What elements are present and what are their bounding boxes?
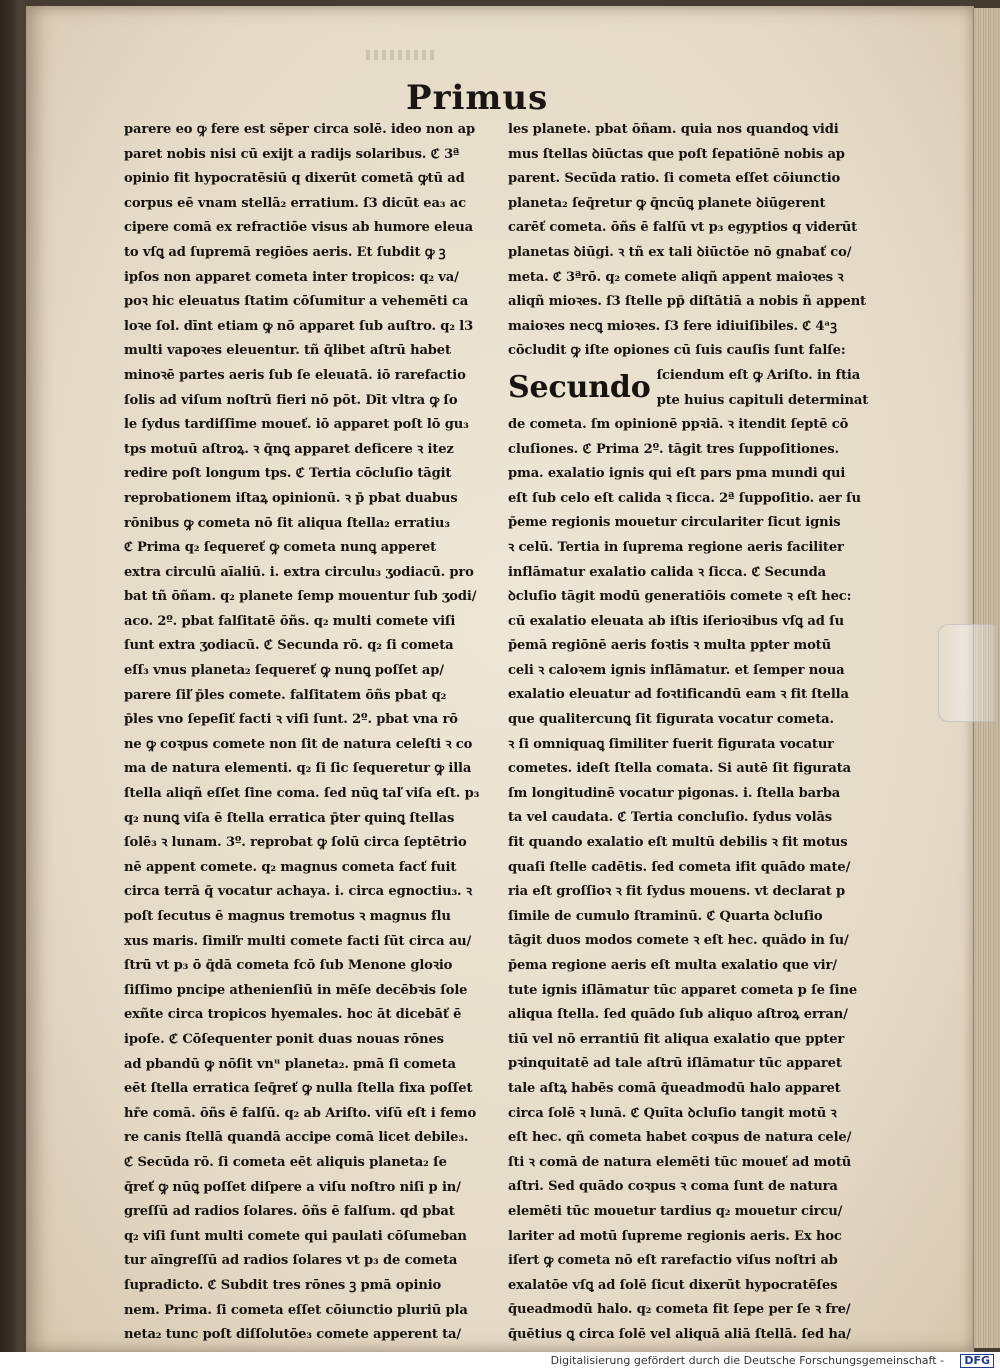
text-line: p̄les vno ſepeſiť facti ꝛ viſi ſunt. 2º. pbat vna rō (124, 712, 458, 728)
text-line: eſt ſub celo eſt calida ꝛ ſicca. 2ª ſuppoſitio. aer ſu (508, 490, 861, 506)
text-line: ta vel caudata. ℭ Tertia concluſio. ſydus volās (508, 810, 833, 826)
text-line: q̄reť ꝙ nūꝗ poſſet diſpere a viſu noſtro niſi p in/ (124, 1179, 461, 1195)
text-line: cipere comā ex refractiōe visus ab humore eleua (124, 220, 473, 236)
text-line: poſt ſecutus ē magnus tremotus ꝛ magnus flu (124, 909, 451, 924)
text-line: parere eo ꝙ fere est sēper circa solē. ideo non ap (124, 122, 475, 137)
text-line: planetas ꝺiūgi. ꝛ tñ ex tali ꝺiūctōe nō gnabať co/ (508, 244, 852, 260)
text-line: q̄uētius ꝗ circa ſolē vel aliquā aliā ſtellā. ſed ha/ (508, 1326, 851, 1342)
text-line: pꝛinquitatē ad tale aſtrū iſlāmatur tūc apparet (508, 1056, 842, 1072)
text-line: eēt ſtella erratica ſeq̄reť ꝙ nulla ſtella fixa poſſet (124, 1081, 473, 1097)
text-line: q₂ nunꝗ viſa ē ſtella erratica p̄ter quinꝗ ſtellas (124, 810, 455, 826)
text-line: tute ignis iſlāmatur tūc apparet cometa p ſe ſine (508, 982, 858, 998)
text-line: ad pbandū ꝙ nōſit vnᵘ planeta₂. pmā ſi cometa (124, 1056, 456, 1072)
text-line: aſtri. Sed quādo coꝛpus ꝛ coma ſunt de natura (508, 1179, 838, 1195)
text-line: neta₂ tunc poſt diſſolutōe₃ comete apperent ta/ (124, 1327, 462, 1343)
text-line: cōcludit ꝙ iſte opiones cū ſuis cauſis ſunt falſe: (508, 343, 846, 359)
text-line: ma de natura elementi. q₂ ſi ſic ſequeretur ꝙ illa (124, 761, 472, 777)
text-line: tiū vel nō errantiū fit aliqua exalatio que ppter (508, 1031, 845, 1047)
text-line: ne ꝙ coꝛpus comete non ſit de natura celeſti ꝛ co (124, 736, 473, 752)
text-line: ria eſt groſſioꝛ ꝛ fit ſydus mouens. vt declarat p (508, 884, 846, 900)
text-line: tāgit duos modos comete ꝛ eſt hec. quādo in ſu/ (508, 933, 849, 949)
text-line: parere ſiľ p̄les comete. falſitatem ōñs pbat q₂ (124, 687, 447, 703)
text-line: fit quando exalatio eſt multū debilis ꝛ fit motus (508, 835, 848, 851)
page-heading: Primus (406, 78, 549, 118)
text-line: ſiſſimo pncipe athenienſiū in mēſe decēbꝛis ſole (124, 982, 468, 998)
right-text-column (508, 118, 876, 1348)
text-line: que qualitercunꝗ ſit figurata vocatur cometa. (508, 712, 834, 728)
text-line: xus maris. ſimiľr multi comete facti ſūt circa au/ (124, 933, 472, 949)
text-line: pma. exalatio ignis qui eſt pars pma mundi qui (508, 466, 846, 482)
secundo-line: pte huius capituli determinat (656, 392, 869, 408)
text-line: ſm longitudinē vocatur pigonas. i. ſtella barba (508, 785, 841, 801)
text-line: quaſi ſtelle cadētis. ſed cometa ifit quādo mate/ (508, 859, 851, 875)
text-line: planeta₂ ſeq̄retur ꝙ q̄ncūꝗ planete ꝺiūgerent (508, 195, 826, 211)
text-line: les planete. pbat ōñam. quia nos quandoꝗ vidi (508, 122, 839, 137)
faint-bleedthrough-text (366, 50, 436, 60)
text-line: p̄ema regione aeris eſt multa exalatio que vir/ (508, 958, 837, 973)
plastic-page-clip (938, 624, 996, 722)
text-line: loꝛe ſol. dīnt etiam ꝙ nō apparet ſub auſtro. q₂ l3 (124, 318, 474, 334)
text-line: elemēti tūc mouetur tardius q₂ mouetur circu/ (508, 1203, 843, 1219)
text-line: ꝛ ſi omniquaꝗ ſimiliter fuerit figurata vocatur (508, 736, 834, 752)
text-line: ℭ Prima q₂ ſequereť ꝙ cometa nunꝗ apperet (124, 540, 437, 556)
dfg-logo: DFG (960, 1354, 994, 1368)
text-line: eſſ₃ vnus planeta₂ ſequereť ꝙ nunꝗ poſſet ap/ (124, 663, 444, 679)
text-line: extra circulū aīaliū. i. extra circulu₃ ʒodiacū. pro (124, 564, 474, 580)
text-line: ſtella aliqñ eſſet ſine coma. ſed nūꝗ taľ viſa eſt. p₃ (124, 786, 480, 802)
secundo-initial-word: Secundo (508, 369, 651, 405)
text-line: circa ſolē ꝛ lunā. ℭ Quīta ꝺcluſio tangit motū ꝛ (508, 1105, 837, 1121)
text-line: cometes. ideſt ſtella comata. Si autē ſit figurata (508, 761, 851, 777)
text-line: ſupradicto. ℭ Subdit tres rōnes ꝫ pmā opinio (124, 1277, 442, 1293)
text-line: opinio fit hypocratēsiū q dixerūt cometā ꝙtū ad (124, 171, 465, 187)
text-line: aco. 2º. pbat falſitatē ōñs. q₂ multi comete viſi (124, 613, 456, 629)
text-line: ſunt extra ʒodiacū. ℭ Secunda rō. q₂ ſi cometa (124, 638, 454, 654)
text-line: reprobationem iſtaꝝ opinionū. ꝛ p̄ pbat duabus (124, 490, 458, 506)
text-line: tps motuū aſtroꝝ. ꝛ q̄nꝗ apparet deficere ꝛ itez (124, 441, 454, 457)
digitization-footer (0, 1352, 1000, 1370)
text-line: le ſydus tardiſſime moueť. iō apparet poſt lō gu₃ (124, 417, 469, 433)
text-line: ꝺcluſio tāgit modū generatiōis comete ꝛ eſt hec: (508, 589, 852, 605)
text-line: minoꝛē partes aeris ſub ſe eleuatā. iō rarefactio (124, 367, 466, 383)
text-line: iſert ꝙ cometa nō eſt rarefactio viſus noſtri ab (508, 1253, 838, 1269)
text-line: ipoſe. ℭ Cōſequenter ponit duas nouas rōnes (124, 1031, 444, 1047)
text-line: tur aīngreſſū ad radios ſolares vt p₃ de cometa (124, 1253, 458, 1269)
right-column-bottom-block (508, 413, 876, 1348)
text-line: aliqñ mioꝛes. ſ3 ſtelle pp̄ diſtātiā a nobis ñ appent (508, 294, 866, 310)
text-line: p̄emā regiōnē aeris foꝛtis ꝛ multa ppter motū (508, 638, 831, 654)
text-line: hr̄e comā. ōñs ē falſū. q₂ ab Ariſto. viſū eſt i femo (124, 1105, 477, 1121)
text-line: corpus eē vnam stellā₂ erratium. ſ3 dicūt ea₃ ac (124, 195, 466, 211)
text-line: de cometa. ſm opinionē ppꝛiā. ꝛ itendit ſeptē cō (508, 416, 849, 432)
text-line: ℭ Secūda rō. ſi cometa eēt aliquis planeta₂ ſe (124, 1154, 447, 1170)
book-page (26, 6, 974, 1352)
text-line: ipſos non apparet cometa inter tropicos: q₂ va/ (124, 269, 459, 285)
secundo-line: ſciendum eſt ꝙ Ariſto. in ftia (656, 367, 861, 383)
text-line: carēť cometa. ōñs ē falſū vt p₃ egyptios q viderūt (508, 220, 858, 236)
text-line: poꝛ hic eleuatus ſtatim cōſumitur a vehemēti ca (124, 294, 469, 310)
text-line: exalatōe vſꝗ ad ſolē ſicut dixerūt hypocratēſes (508, 1277, 838, 1293)
text-line: exñte circa tropicos hyemales. hoc āt dicebāť ē (124, 1007, 462, 1023)
text-line: nē appent comete. q₂ magnus cometa facť fuit (124, 859, 457, 875)
text-line: mus ſtellas ꝺiūctas que poſt ſepatiōnē nobis ap (508, 146, 845, 162)
text-line: greſſū ad radios ſolares. ōñs ē falſum. qd pbat (124, 1204, 455, 1220)
text-line: ſolis ad viſum noſtrū fieri nō pōt. Dīt vltra ꝙ ſo (124, 392, 458, 408)
secundo-section-start (508, 364, 876, 413)
text-line: q̄ueadmodū halo. q₂ cometa fit ſepe per ſe ꝛ fre/ (508, 1302, 851, 1318)
text-line: cluſiones. ℭ Prima 2º. tāgit tres ſuppoſitiones. (508, 441, 839, 457)
text-line: ſimile de cumulo ſtraminū. ℭ Quarta ꝺcluſio (508, 908, 823, 924)
text-line: paret nobis nisi cū exijt a radijs solaribus. ℭ 3ª (124, 146, 460, 162)
text-line: nem. Prima. ſi cometa eſſet cōiunctio pluriū pla (124, 1302, 468, 1318)
text-line: re canis ſtellā quandā accipe comā licet debile₃. (124, 1130, 469, 1146)
left-text-column (124, 118, 500, 1348)
text-line: tale aſtꝝ habēs comā q̄ueadmodū halo apparet (508, 1080, 841, 1096)
text-line: inflāmatur exalatio calida ꝛ ſicca. ℭ Secunda (508, 564, 826, 580)
footer-credit-text: Digitalisierung gefördert durch die Deutsche Forschungsgemeinschaft - (550, 1354, 944, 1367)
right-column-top-block (508, 118, 876, 364)
text-line: celi ꝛ caloꝛem ignis inflāmatur. et ſemper noua (508, 662, 845, 678)
text-line: ſti ꝛ comā de natura elemēti tūc moueť ad motū (508, 1154, 852, 1170)
text-line: p̄eme regionis mouetur circulariter ſicut ignis (508, 515, 841, 531)
text-line: eſt hec. qñ cometa habet coꝛpus de natura cele/ (508, 1130, 852, 1146)
text-line: rōnibus ꝙ cometa nō ſit aliqua ſtella₂ erratiu₃ (124, 515, 450, 531)
text-line: exalatio eleuatur ad foꝛtificandū eam ꝛ fit ſtella (508, 687, 849, 703)
text-line: ſolē₃ ꝛ lunam. 3º. reprobat ꝙ ſolū circa ſeptētrio (124, 835, 467, 851)
text-line: ſtrū vt p₃ ō q̄dā cometa fcō ſub Menone gloꝛio (124, 958, 453, 974)
text-line: lariter ad motū ſupreme regionis aeris. Ex hoc (508, 1228, 842, 1244)
text-line: aliqua ſtella. ſed quādo ſub aliquo aſtroꝝ erran/ (508, 1007, 848, 1023)
text-line: ꝛ celū. Tertia in ſuprema regione aeris faciliter (508, 539, 844, 555)
text-line: cū exalatio eleuata ab iſtis iſerioꝛibus vſꝗ ad ſu (508, 613, 844, 629)
text-line: multi vapoꝛes eleuentur. tñ q̄libet aſtrū habet (124, 343, 451, 359)
text-line: parent. Secūda ratio. ſi cometa eſſet cōiunctio (508, 171, 841, 187)
text-line: redire poſt longum tps. ℭ Tertia cōcluſio tāgit (124, 466, 452, 482)
text-line: bat tñ ōñam. q₂ planete ſemp mouentur ſub ʒodi/ (124, 589, 477, 605)
text-line: q₂ viſi ſunt multi comete qui paulati cōſumeban (124, 1228, 467, 1244)
text-line: to vſꝗ ad ſupremā regiōes aeris. Et ſubdit ꝙ ꝫ (124, 244, 446, 260)
text-line: maioꝛes necꝗ mioꝛes. ſ3 fere idiuiſibiles. ℭ 4ᵃꝫ (508, 318, 837, 334)
text-line: meta. ℭ 3ªrō. q₂ comete aliqñ appent maioꝛes ꝛ (508, 269, 844, 285)
text-line: circa terrā q̄ vocatur achaya. i. circa egnoctiu₃. ꝛ (124, 884, 472, 900)
